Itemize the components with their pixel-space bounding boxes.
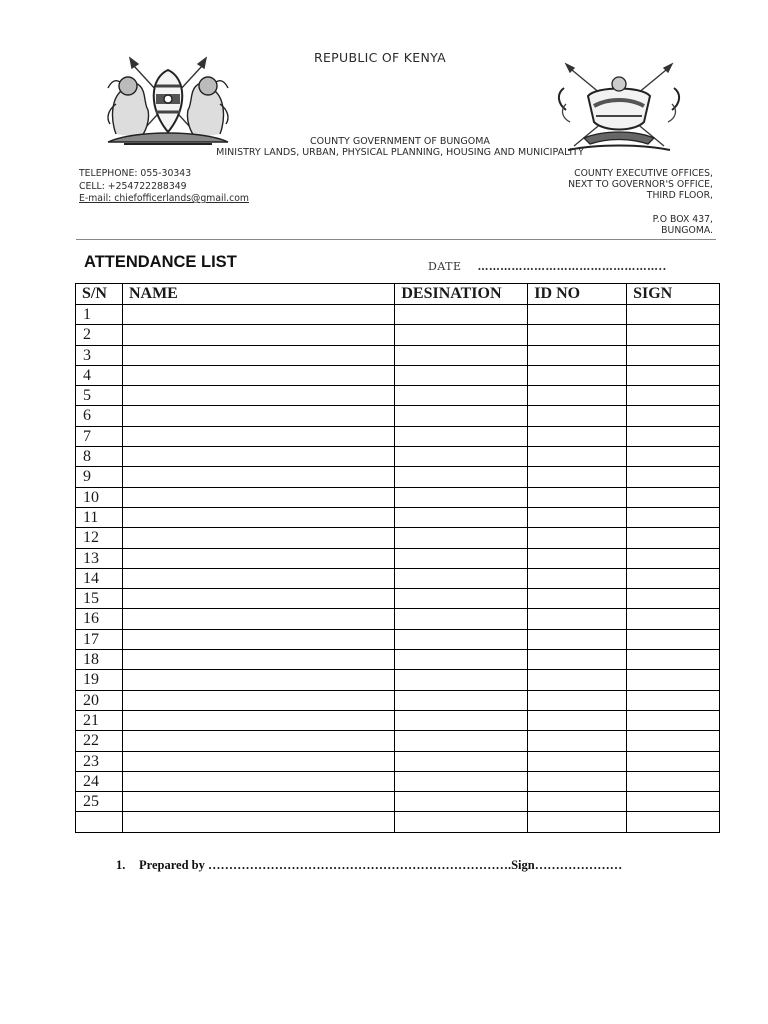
designation-cell[interactable] <box>395 710 528 730</box>
sign-cell[interactable] <box>627 731 720 751</box>
name-cell[interactable] <box>122 548 394 568</box>
id-no-cell[interactable] <box>528 609 627 629</box>
name-cell[interactable] <box>122 467 394 487</box>
id-no-cell[interactable] <box>528 345 627 365</box>
name-cell[interactable] <box>122 629 394 649</box>
sign-cell[interactable] <box>627 447 720 467</box>
designation-cell[interactable] <box>395 589 528 609</box>
sign-cell[interactable] <box>627 305 720 325</box>
table-row <box>76 710 720 730</box>
town-text: BUNGOMA. <box>661 225 713 236</box>
designation-cell[interactable] <box>395 731 528 751</box>
serial-number-cell: 20 <box>76 690 123 710</box>
designation-cell[interactable] <box>395 507 528 527</box>
column-header-name: NAME <box>122 284 394 305</box>
id-no-cell[interactable] <box>528 771 627 791</box>
sign-cell[interactable] <box>627 650 720 670</box>
id-no-cell[interactable] <box>528 650 627 670</box>
id-no-cell[interactable] <box>528 568 627 588</box>
name-cell[interactable] <box>122 487 394 507</box>
id-no-cell[interactable] <box>528 426 627 446</box>
id-no-cell[interactable] <box>528 365 627 385</box>
id-no-cell[interactable] <box>528 710 627 730</box>
table-row <box>76 528 720 548</box>
table-row <box>76 670 720 690</box>
serial-number-cell: 25 <box>76 792 123 812</box>
name-cell[interactable] <box>122 365 394 385</box>
telephone-text: TELEPHONE: 055-30343 <box>79 168 192 179</box>
office-line-3: THIRD FLOOR, <box>646 190 713 201</box>
designation-cell[interactable] <box>395 690 528 710</box>
designation-cell[interactable] <box>395 751 528 771</box>
list-number: 1. <box>116 858 126 872</box>
designation-cell[interactable] <box>395 812 528 832</box>
table-row <box>76 406 720 426</box>
name-cell[interactable] <box>122 386 394 406</box>
serial-number-cell: 16 <box>76 609 123 629</box>
id-no-cell[interactable] <box>528 751 627 771</box>
date-blank: ………………………………………….. <box>477 260 667 273</box>
column-header-sign: SIGN <box>627 284 720 305</box>
id-no-cell[interactable] <box>528 792 627 812</box>
name-cell[interactable] <box>122 507 394 527</box>
designation-cell[interactable] <box>395 325 528 345</box>
column-header-id-no: ID NO <box>528 284 627 305</box>
name-cell[interactable] <box>122 731 394 751</box>
id-no-cell[interactable] <box>528 305 627 325</box>
name-cell[interactable] <box>122 609 394 629</box>
date-label: DATE <box>428 260 462 273</box>
id-no-cell[interactable] <box>528 325 627 345</box>
sign-cell[interactable] <box>627 487 720 507</box>
table-row <box>76 426 720 446</box>
designation-cell[interactable] <box>395 467 528 487</box>
table-row <box>76 365 720 385</box>
column-header-sn: S/N <box>76 284 123 305</box>
letterhead-divider <box>76 239 716 240</box>
sign-cell[interactable] <box>627 426 720 446</box>
sign-cell[interactable] <box>627 609 720 629</box>
name-cell[interactable] <box>122 690 394 710</box>
designation-cell[interactable] <box>395 345 528 365</box>
sign-cell[interactable] <box>627 812 720 832</box>
serial-number-cell: 10 <box>76 487 123 507</box>
sign-cell[interactable] <box>627 345 720 365</box>
sign-cell[interactable] <box>627 589 720 609</box>
table-row <box>76 386 720 406</box>
table-row <box>76 467 720 487</box>
sign-cell[interactable] <box>627 467 720 487</box>
sign-cell[interactable] <box>627 751 720 771</box>
name-cell[interactable] <box>122 305 394 325</box>
designation-cell[interactable] <box>395 426 528 446</box>
designation-cell[interactable] <box>395 792 528 812</box>
designation-cell[interactable] <box>395 771 528 791</box>
table-row <box>76 629 720 649</box>
table-row <box>76 771 720 791</box>
sign-cell[interactable] <box>627 365 720 385</box>
sign-cell[interactable] <box>627 386 720 406</box>
name-cell[interactable] <box>122 771 394 791</box>
table-row <box>76 731 720 751</box>
table-row <box>76 751 720 771</box>
name-cell[interactable] <box>122 650 394 670</box>
serial-number-cell: 15 <box>76 589 123 609</box>
table-row <box>76 589 720 609</box>
serial-number-cell: 18 <box>76 650 123 670</box>
designation-cell[interactable] <box>395 650 528 670</box>
designation-cell[interactable] <box>395 568 528 588</box>
serial-number-cell: 23 <box>76 751 123 771</box>
serial-number-cell: 9 <box>76 467 123 487</box>
attendance-table <box>75 283 720 833</box>
table-row <box>76 447 720 467</box>
date-field[interactable] <box>428 260 667 273</box>
sign-cell[interactable] <box>627 548 720 568</box>
designation-cell[interactable] <box>395 447 528 467</box>
designation-cell[interactable] <box>395 305 528 325</box>
name-cell[interactable] <box>122 447 394 467</box>
letterhead <box>76 40 716 245</box>
table-row <box>76 345 720 365</box>
serial-number-cell: 21 <box>76 710 123 730</box>
name-cell[interactable] <box>122 670 394 690</box>
name-cell[interactable] <box>122 345 394 365</box>
po-box-text: P.O BOX 437, <box>652 214 713 225</box>
table-row <box>76 487 720 507</box>
name-cell[interactable] <box>122 792 394 812</box>
sign-cell[interactable] <box>627 710 720 730</box>
sign-cell[interactable] <box>627 528 720 548</box>
id-no-cell[interactable] <box>528 467 627 487</box>
designation-cell[interactable] <box>395 386 528 406</box>
table-row <box>76 609 720 629</box>
name-cell[interactable] <box>122 406 394 426</box>
serial-number-cell: 7 <box>76 426 123 446</box>
serial-number-cell: 4 <box>76 365 123 385</box>
name-cell[interactable] <box>122 325 394 345</box>
serial-number-cell: 3 <box>76 345 123 365</box>
county-government-heading: COUNTY GOVERNMENT OF BUNGOMA <box>310 136 490 147</box>
table-row <box>76 650 720 670</box>
designation-cell[interactable] <box>395 548 528 568</box>
serial-number-cell <box>76 812 123 832</box>
id-no-cell[interactable] <box>528 487 627 507</box>
email-text: E-mail: chiefofficerlands@gmail.com <box>79 193 249 204</box>
designation-cell[interactable] <box>395 365 528 385</box>
attendance-rows <box>76 305 720 833</box>
id-no-cell[interactable] <box>528 812 627 832</box>
table-row <box>76 792 720 812</box>
table-row <box>76 548 720 568</box>
serial-number-cell: 13 <box>76 548 123 568</box>
serial-number-cell: 11 <box>76 507 123 527</box>
contact-details <box>79 168 249 206</box>
id-no-cell[interactable] <box>528 528 627 548</box>
name-cell[interactable] <box>122 528 394 548</box>
office-line-1: COUNTY EXECUTIVE OFFICES, <box>574 168 713 179</box>
designation-cell[interactable] <box>395 406 528 426</box>
designation-cell[interactable] <box>395 528 528 548</box>
office-line-2: NEXT TO GOVERNOR'S OFFICE, <box>568 179 713 190</box>
table-row <box>76 690 720 710</box>
sign-cell[interactable] <box>627 507 720 527</box>
id-no-cell[interactable] <box>528 447 627 467</box>
serial-number-cell: 14 <box>76 568 123 588</box>
name-cell[interactable] <box>122 751 394 771</box>
designation-cell[interactable] <box>395 629 528 649</box>
serial-number-cell: 12 <box>76 528 123 548</box>
designation-cell[interactable] <box>395 670 528 690</box>
sign-cell[interactable] <box>627 771 720 791</box>
id-no-cell[interactable] <box>528 670 627 690</box>
table-row <box>76 325 720 345</box>
table-row <box>76 507 720 527</box>
republic-heading: REPUBLIC OF KENYA <box>314 50 446 65</box>
sign-cell[interactable] <box>627 670 720 690</box>
designation-cell[interactable] <box>395 487 528 507</box>
kenya-coat-of-arms-icon <box>94 48 242 148</box>
office-address <box>568 168 713 236</box>
id-no-cell[interactable] <box>528 731 627 751</box>
id-no-cell[interactable] <box>528 406 627 426</box>
id-no-cell[interactable] <box>528 589 627 609</box>
serial-number-cell: 6 <box>76 406 123 426</box>
id-no-cell[interactable] <box>528 629 627 649</box>
serial-number-cell: 5 <box>76 386 123 406</box>
id-no-cell[interactable] <box>528 507 627 527</box>
table-row <box>76 812 720 832</box>
name-cell[interactable] <box>122 710 394 730</box>
prepared-by-text: Prepared by ……………………………………………………………….Sign………………… <box>139 858 623 872</box>
sign-cell[interactable] <box>627 629 720 649</box>
sign-cell[interactable] <box>627 406 720 426</box>
ministry-heading: MINISTRY LANDS, URBAN, PHYSICAL PLANNING, HOUSING AND MUNICIPALITY <box>216 147 584 158</box>
table-header-row <box>76 284 720 305</box>
table-row <box>76 568 720 588</box>
serial-number-cell: 22 <box>76 731 123 751</box>
name-cell[interactable] <box>122 426 394 446</box>
id-no-cell[interactable] <box>528 386 627 406</box>
serial-number-cell: 24 <box>76 771 123 791</box>
name-cell[interactable] <box>122 589 394 609</box>
id-no-cell[interactable] <box>528 690 627 710</box>
sign-cell[interactable] <box>627 792 720 812</box>
id-no-cell[interactable] <box>528 548 627 568</box>
sign-cell[interactable] <box>627 325 720 345</box>
cell-text: CELL: +254722288349 <box>79 180 187 192</box>
designation-cell[interactable] <box>395 609 528 629</box>
prepared-by-line[interactable] <box>116 858 622 873</box>
table-row <box>76 305 720 325</box>
serial-number-cell: 8 <box>76 447 123 467</box>
serial-number-cell: 17 <box>76 629 123 649</box>
sign-cell[interactable] <box>627 690 720 710</box>
name-cell[interactable] <box>122 568 394 588</box>
column-header-designation: DESINATION <box>395 284 528 305</box>
page-title: ATTENDANCE LIST <box>84 253 237 271</box>
serial-number-cell: 19 <box>76 670 123 690</box>
serial-number-cell: 2 <box>76 325 123 345</box>
sign-cell[interactable] <box>627 568 720 588</box>
serial-number-cell: 1 <box>76 305 123 325</box>
name-cell[interactable] <box>122 812 394 832</box>
